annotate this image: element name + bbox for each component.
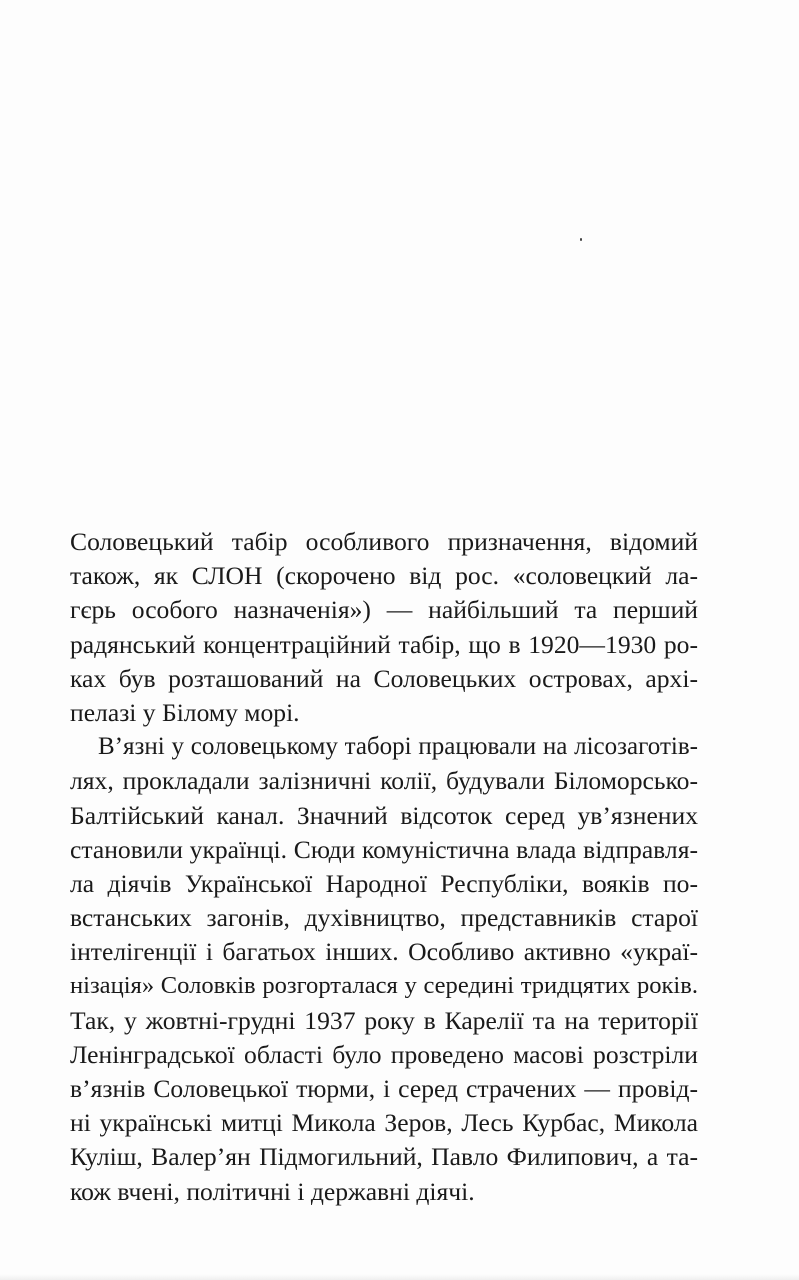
text-line: Ленінградської області було проведено масові розстріли: [70, 1039, 698, 1069]
text-line: лях, прокладали залізничні колії, будували Біломорсько-: [70, 766, 698, 796]
text-line: ні українські митці Микола Зеров, Лесь Курбас, Микола: [70, 1108, 698, 1138]
text-line: в’язнів Соловецької тюрми, і серед страчених — провід-: [70, 1074, 698, 1103]
paragraph-1: [70, 525, 698, 730]
text-line: кож вчені, політичні і державні діячі.: [70, 1176, 475, 1206]
text-line: Так, у жовтні-грудні 1937 року в Карелії та на території: [70, 1005, 698, 1035]
text-line: встанських загонів, духівництво, представників старої: [70, 903, 698, 933]
text-line: Балтійський канал. Значний відсоток серед ув’язнених: [70, 800, 698, 830]
text-line: гєрь особого назначенія») — найбільший та перший: [70, 595, 698, 625]
body-text: [70, 525, 698, 1209]
text-line: радянський концентраційний табір, що в 1920—1930 ро-: [70, 629, 698, 659]
text-line: ках був розташований на Соловецьких островах, архі-: [70, 663, 698, 693]
text-line: Куліш, Валер’ян Підмогильний, Павло Филипович, а та-: [70, 1142, 698, 1172]
text-line: ла діячів Української Народної Республіки, вояків по-: [70, 868, 698, 898]
text-line: пелазі у Білому морі.: [70, 697, 300, 727]
print-speck: [580, 238, 582, 241]
text-line: В’язні у соловецькому таборі працювали на лісозаготів-: [98, 733, 698, 761]
text-line: також, як СЛОН (скорочено від рос. «соловецкий ла-: [70, 561, 698, 591]
text-line: Соловецький табір особливого призначення, відомий: [70, 527, 698, 556]
text-line: становили українці. Сюди комуністична влада відправля-: [70, 834, 698, 864]
paragraph-2: [70, 730, 698, 1209]
text-line: нізація» Соловків розгорталася у середині тридцятих років.: [70, 972, 698, 1000]
page-edge-shadow: [0, 1274, 799, 1280]
text-line: інтелігенції і багатьох інших. Особливо активно «украї-: [70, 937, 698, 967]
